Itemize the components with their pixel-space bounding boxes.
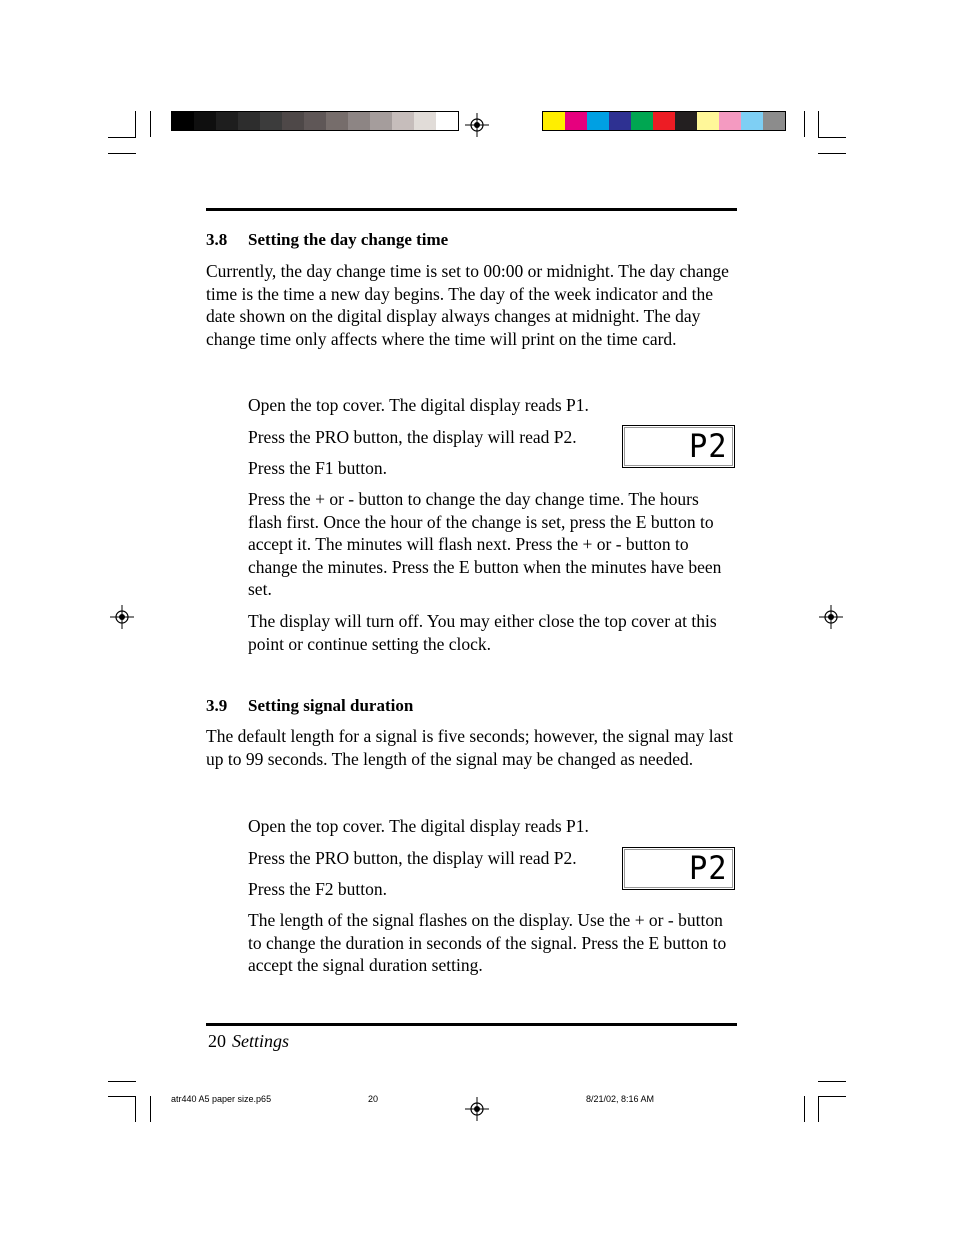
step-item: The display will turn off. You may either close the top cover at this point or continue setting the clock. bbox=[248, 611, 717, 654]
color-swatch bbox=[436, 112, 458, 130]
color-swatch bbox=[587, 112, 609, 130]
color-calibration-bar bbox=[542, 111, 786, 131]
color-swatch bbox=[172, 112, 194, 130]
color-swatch bbox=[216, 112, 238, 130]
crop-mark bbox=[804, 1096, 805, 1122]
grayscale-calibration-bar bbox=[171, 111, 459, 131]
color-swatch bbox=[565, 112, 587, 130]
crop-mark bbox=[818, 111, 819, 137]
registration-mark-icon bbox=[110, 605, 134, 629]
crop-mark bbox=[818, 1096, 819, 1122]
color-swatch bbox=[194, 112, 216, 130]
color-swatch bbox=[370, 112, 392, 130]
crop-mark bbox=[108, 1096, 136, 1097]
section-heading bbox=[206, 230, 448, 250]
section-title: Setting the day change time bbox=[248, 230, 449, 249]
crop-mark bbox=[108, 1081, 136, 1082]
crop-mark bbox=[818, 137, 846, 138]
color-swatch bbox=[675, 112, 697, 130]
step-item: Press the + or - button to change the day change time. The hours flash first. Once the hour of the change is set, press the E button to accept it. The minutes will flash next. Press the + or - button to change the minutes. Press the E button when the minutes have been set. bbox=[248, 489, 722, 599]
step-item: Open the top cover. The digital display reads P1. bbox=[248, 395, 589, 415]
color-swatch bbox=[631, 112, 653, 130]
step-item: Press the F1 button. bbox=[248, 458, 388, 478]
registration-mark-icon bbox=[465, 113, 489, 137]
step-item: Open the top cover. The digital display reads P1. bbox=[248, 816, 589, 836]
footer-section-name: Settings bbox=[232, 1031, 289, 1051]
page-footer bbox=[208, 1031, 289, 1052]
step-item: Press the PRO button, the display will read P2. bbox=[248, 848, 577, 868]
color-swatch bbox=[653, 112, 675, 130]
registration-mark-icon bbox=[465, 1097, 489, 1121]
color-swatch bbox=[282, 112, 304, 130]
color-swatch bbox=[697, 112, 719, 130]
color-swatch bbox=[763, 112, 785, 130]
color-swatch bbox=[719, 112, 741, 130]
crop-mark bbox=[135, 1096, 136, 1122]
header-rule bbox=[206, 208, 737, 211]
slug-filename: atr440 A5 paper size.p65 bbox=[171, 1094, 272, 1104]
color-swatch bbox=[741, 112, 763, 130]
display-readout: P2 bbox=[689, 427, 728, 465]
color-swatch bbox=[609, 112, 631, 130]
crop-mark bbox=[150, 1096, 151, 1122]
slug-page: 20 bbox=[368, 1094, 379, 1104]
footer-rule bbox=[206, 1023, 737, 1026]
digital-display bbox=[622, 847, 735, 890]
page-number: 20 bbox=[208, 1031, 226, 1051]
color-swatch bbox=[392, 112, 414, 130]
step-item: Press the F2 button. bbox=[248, 879, 388, 899]
color-swatch bbox=[304, 112, 326, 130]
registration-mark-icon bbox=[819, 605, 843, 629]
section-title: Setting signal duration bbox=[248, 696, 414, 715]
section-intro: The default length for a signal is five seconds; however, the signal may last up to 99 seconds. The length of the signal may be changed as needed. bbox=[206, 726, 734, 769]
crop-mark bbox=[804, 111, 805, 137]
section-heading bbox=[206, 696, 413, 716]
color-swatch bbox=[260, 112, 282, 130]
color-swatch bbox=[238, 112, 260, 130]
section-number: 3.9 bbox=[206, 696, 228, 715]
crop-mark bbox=[108, 137, 136, 138]
crop-mark bbox=[818, 153, 846, 154]
slug-timestamp: 8/21/02, 8:16 AM bbox=[586, 1094, 655, 1104]
digital-display bbox=[622, 425, 735, 468]
color-swatch bbox=[414, 112, 436, 130]
step-item: Press the PRO button, the display will read P2. bbox=[248, 427, 577, 447]
step-item: The length of the signal flashes on the display. Use the + or - button to change the duration in seconds of the signal. Press the E button to accept the signal duration setting. bbox=[248, 910, 727, 975]
section-number: 3.8 bbox=[206, 230, 228, 249]
crop-mark bbox=[135, 111, 136, 137]
crop-mark bbox=[108, 153, 136, 154]
crop-mark bbox=[818, 1081, 846, 1082]
crop-mark bbox=[150, 111, 151, 137]
color-swatch bbox=[326, 112, 348, 130]
section-intro: Currently, the day change time is set to 00:00 or midnight. The day change time is the time a new day begins. The day of the week indicator and the date shown on the digital display always changes at midnight. The day change time only affects where the time will print on the time card. bbox=[206, 261, 729, 349]
display-readout: P2 bbox=[689, 849, 728, 887]
color-swatch bbox=[348, 112, 370, 130]
color-swatch bbox=[543, 112, 565, 130]
crop-mark bbox=[818, 1096, 846, 1097]
